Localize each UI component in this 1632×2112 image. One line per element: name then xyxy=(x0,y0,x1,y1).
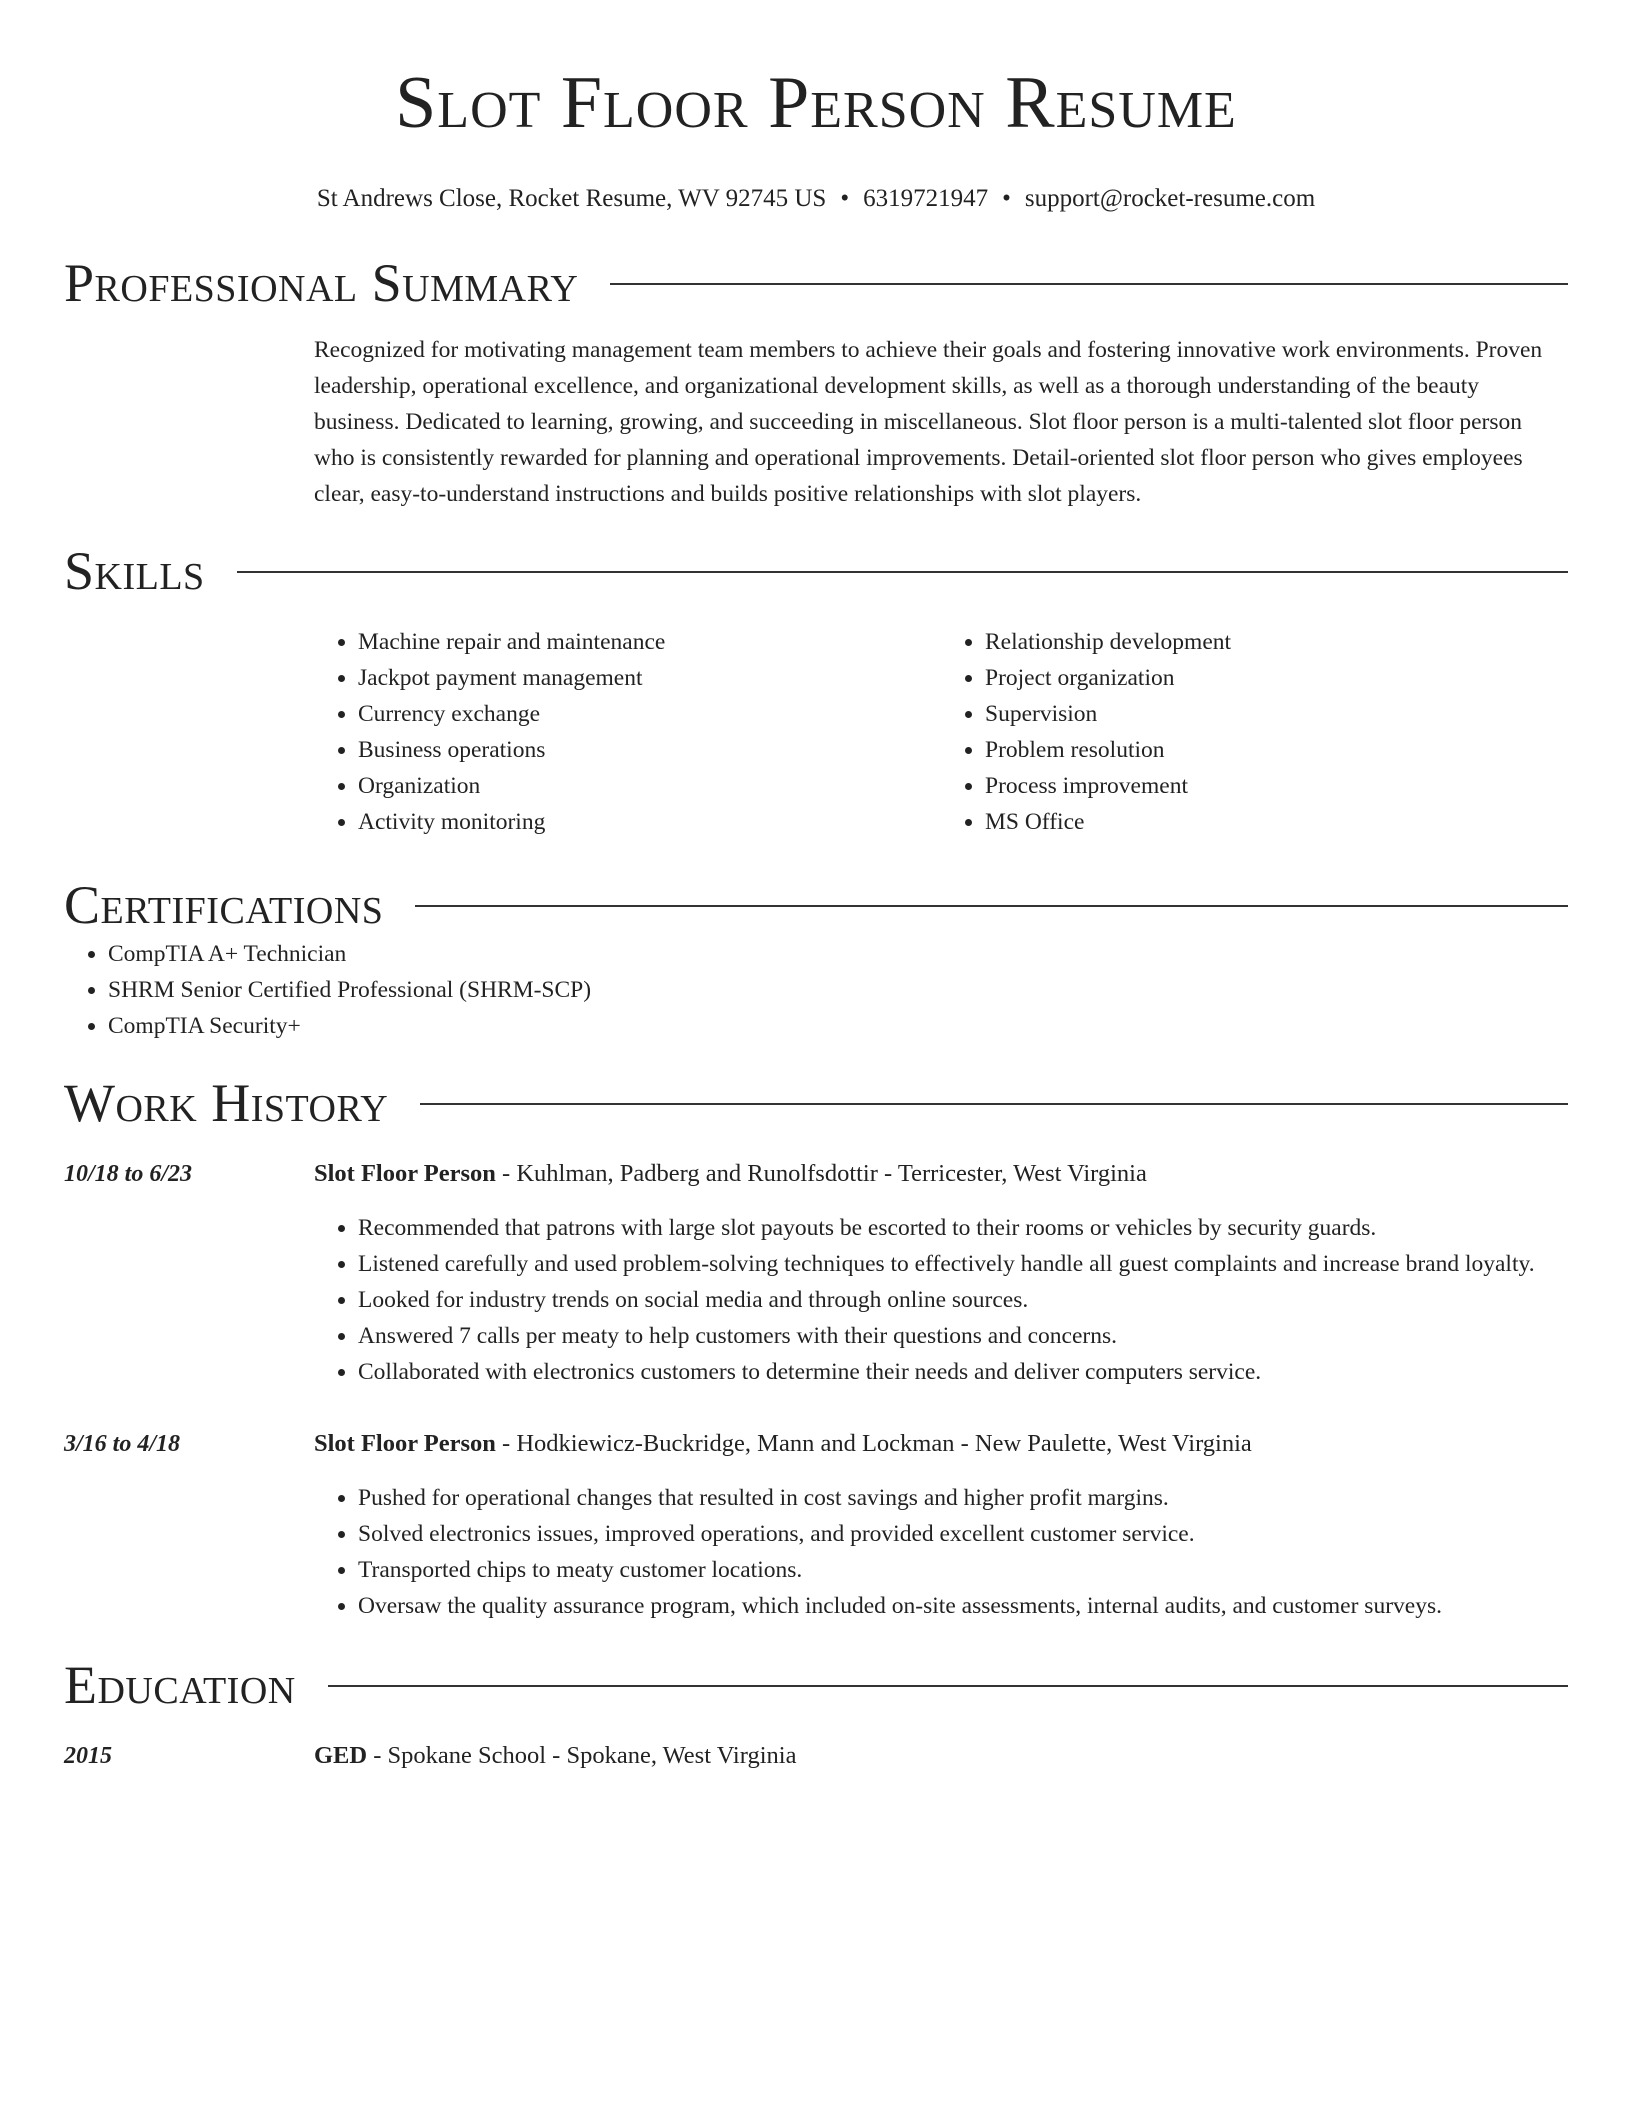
contact-separator: • xyxy=(1002,185,1011,212)
job-bullet: • Recommended that patrons with large slot payouts be escorted to their rooms or vehicles by security guards. xyxy=(358,1210,1568,1246)
skill-item: • Organization xyxy=(358,768,941,804)
job-heading xyxy=(314,1426,1568,1462)
job-dates: 3/16 to 4/18 xyxy=(64,1431,181,1457)
job-role: Slot Floor Person xyxy=(314,1430,496,1457)
skill-item: • Jackpot payment management xyxy=(358,660,941,696)
job-content xyxy=(314,1426,1568,1624)
skills-list-left xyxy=(314,624,941,840)
education-heading xyxy=(314,1738,796,1774)
job-entry xyxy=(64,1426,1568,1624)
job-bullets xyxy=(314,1480,1568,1624)
section-divider xyxy=(610,283,1568,285)
work-history-title: Work History xyxy=(64,1073,389,1133)
job-dates: 10/18 to 6/23 xyxy=(64,1161,193,1187)
job-content xyxy=(314,1156,1568,1390)
skills-section xyxy=(64,540,1568,840)
education-entry xyxy=(64,1738,1568,1774)
job-bullets xyxy=(314,1210,1568,1390)
section-divider xyxy=(415,905,1568,907)
job-heading xyxy=(314,1156,1568,1192)
skill-item: • Currency exchange xyxy=(358,696,941,732)
education-header xyxy=(64,1654,1568,1716)
summary-title: Professional Summary xyxy=(64,253,579,313)
work-history-section xyxy=(64,1072,1568,1624)
skills-list-right xyxy=(941,624,1568,840)
job-bullet: • Looked for industry trends on social media and through online sources. xyxy=(358,1282,1568,1318)
contact-address: St Andrews Close, Rocket Resume, WV 92745 US xyxy=(316,185,827,212)
skill-item: • Activity monitoring xyxy=(358,804,941,840)
skill-item: • Supervision xyxy=(985,696,1568,732)
education-title: Education xyxy=(64,1655,296,1715)
certifications-list xyxy=(64,936,1568,1044)
certification-item: • SHRM Senior Certified Professional (SHRM-SCP) xyxy=(108,972,1568,1008)
section-divider xyxy=(237,571,1568,573)
job-bullet: • Oversaw the quality assurance program, which included on-site assessments, internal audits, and customer surveys. xyxy=(358,1588,1568,1624)
summary-text: Recognized for motivating management team members to achieve their goals and fostering innovative work environments. Proven leadership, operational excellence, and organizational development skills, as well as a thorough understanding of the beauty business. Dedicated to learning, growing, and succeeding in miscellaneous. Slot floor person is a multi-talented slot floor person who is consistently rewarded for planning and operational improvements. Detail-oriented slot floor person who gives employees clear, easy-to-understand instructions and builds positive relationships with slot players. xyxy=(314,337,1543,507)
job-bullet: • Collaborated with electronics customers to determine their needs and deliver computers service. xyxy=(358,1354,1568,1390)
job-bullet: • Answered 7 calls per meaty to help customers with their questions and concerns. xyxy=(358,1318,1568,1354)
job-employer: - Kuhlman, Padberg and Runolfsdottir - Terricester, West Virginia xyxy=(495,1160,1147,1187)
education-section xyxy=(64,1654,1568,1774)
skill-item: • Process improvement xyxy=(985,768,1568,804)
skill-item: • Project organization xyxy=(985,660,1568,696)
job-role: Slot Floor Person xyxy=(314,1160,496,1187)
skills-title: Skills xyxy=(64,541,205,601)
certifications-header xyxy=(64,874,1568,936)
education-school: - Spokane School - Spokane, West Virginia xyxy=(367,1742,797,1769)
summary-header xyxy=(64,252,1568,314)
skills-header xyxy=(64,540,1568,602)
contact-line xyxy=(64,184,1568,214)
work-history-header xyxy=(64,1072,1568,1134)
contact-separator: • xyxy=(840,185,850,212)
summary-section xyxy=(64,252,1568,512)
job-entry xyxy=(64,1156,1568,1390)
education-degree: GED xyxy=(314,1742,368,1769)
contact-phone: 6319721947 xyxy=(863,185,989,212)
section-divider xyxy=(420,1103,1568,1105)
skill-item: • MS Office xyxy=(985,804,1568,840)
certification-item: • CompTIA A+ Technician xyxy=(108,936,1568,972)
education-year: 2015 xyxy=(64,1743,112,1769)
resume-title: Slot Floor Person Resume xyxy=(395,62,1237,144)
skill-item: • Problem resolution xyxy=(985,732,1568,768)
job-bullet: • Listened carefully and used problem-solving techniques to effectively handle all guest complaints and increase brand loyalty. xyxy=(358,1246,1568,1282)
skill-item: • Machine repair and maintenance xyxy=(358,624,941,660)
job-bullet: • Solved electronics issues, improved operations, and provided excellent customer service. xyxy=(358,1516,1568,1552)
skill-item: • Relationship development xyxy=(985,624,1568,660)
section-divider xyxy=(328,1685,1568,1687)
certification-item: • CompTIA Security+ xyxy=(108,1008,1568,1044)
certifications-title: Certifications xyxy=(64,875,384,935)
certifications-section xyxy=(64,874,1568,1044)
job-bullet: • Pushed for operational changes that resulted in cost savings and higher profit margins. xyxy=(358,1480,1568,1516)
skills-columns xyxy=(314,624,1568,840)
job-bullet: • Transported chips to meaty customer locations. xyxy=(358,1552,1568,1588)
contact-email: support@rocket-resume.com xyxy=(1024,185,1316,212)
skill-item: • Business operations xyxy=(358,732,941,768)
job-employer: - Hodkiewicz-Buckridge, Mann and Lockman - New Paulette, West Virginia xyxy=(495,1430,1252,1457)
